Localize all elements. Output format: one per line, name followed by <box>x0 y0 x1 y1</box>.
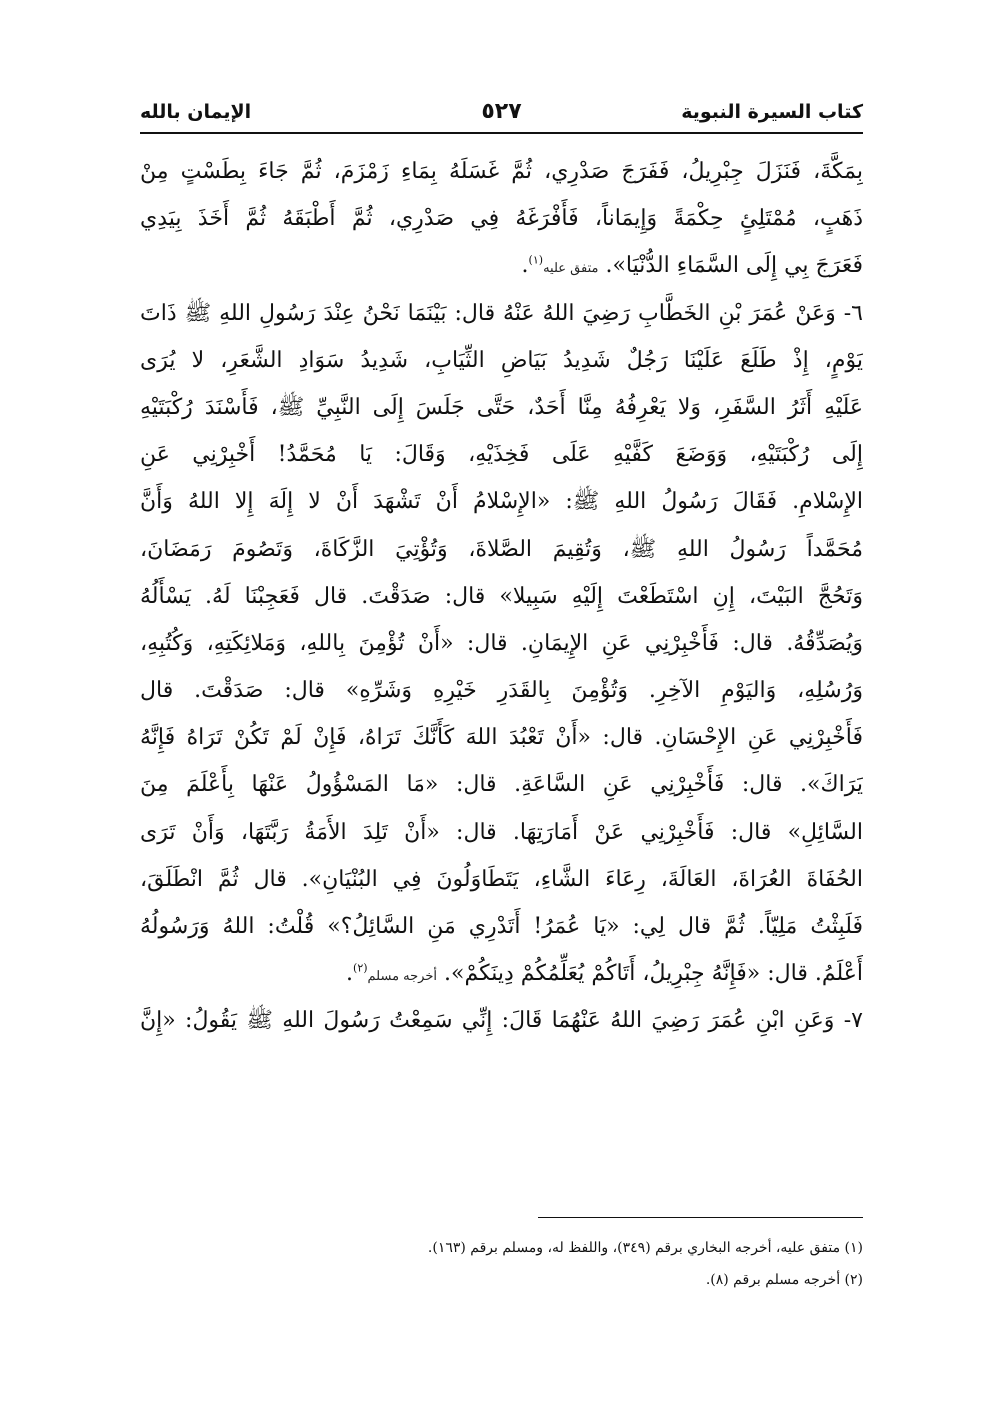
text-line: وَتَحُجَّ البَيْتَ، إِنِ اسْتَطَعْتَ إِلَيْهِ سَبِيلا» قال: صَدَقْتَ. قال فَعَجِبْنَا لَهُ. يَسْأَلُهُ <box>140 583 863 609</box>
text-line <box>140 950 863 997</box>
text-line: الإِسْلامِ. فَقَالَ رَسُولُ اللهِ ﷺ: «الإِسْلامُ أَنْ تَشْهَدَ أَنْ لا إِلَهَ إِلا اللهُ وَأَنَّ <box>140 489 863 515</box>
footnote-separator <box>538 1217 863 1218</box>
text-line: الحُفَاةَ العُرَاةَ، العَالَةَ، رِعَاءَ الشَّاءِ، يَتَطَاوَلُونَ فِي البُنْيَانِ». قال ثُمَّ انْطَلَقَ، <box>140 866 863 892</box>
text-line: ٧- وَعَنِ ابْنِ عُمَرَ رَضِيَ اللهُ عَنْهُمَا قَالَ: إِنِّي سَمِعْتُ رَسُولَ اللهِ ﷺ يَقُولُ: «إِنَّ <box>140 1008 863 1034</box>
text-line: ٦- وَعَنْ عُمَرَ بْنِ الخَطَّابِ رَضِيَ اللهُ عَنْهُ قال: بَيْنَمَا نَحْنُ عِنْدَ رَسُولِ اللهِ ﷺ ذَاتَ <box>140 300 863 326</box>
text-line: وَرُسُلِهِ، وَاليَوْمِ الآخِرِ. وَتُؤْمِنَ بِالقَدَرِ خَيْرِهِ وَشَرِّهِ» قال: صَدَقْتَ. قال <box>140 678 863 704</box>
footnote-marker: (١) <box>528 254 544 268</box>
footnotes <box>140 1232 863 1296</box>
note-period: . <box>521 253 529 279</box>
text-line: يَرَاكَ». قال: فَأَخْبِرْنِي عَنِ السَّاعَةِ. قال: «مَا المَسْؤُولُ عَنْهَا بِأَعْلَمَ مِنَ <box>140 772 863 798</box>
main-text <box>140 148 863 1045</box>
reference-note: أخرجه مسلم <box>367 969 438 985</box>
text-line: وَيُصَدِّقُهُ. قال: فَأَخْبِرْنِي عَنِ الإِيمَانِ. قال: «أَنْ تُؤْمِنَ بِاللهِ، وَمَلائِكَتِهِ، وَكُتُبِهِ، <box>140 630 863 656</box>
text-line: عَلَيْهِ أَثَرُ السَّفَرِ، وَلا يَعْرِفُهُ مِنَّا أَحَدٌ، حَتَّى جَلَسَ إِلَى النَّبِيِّ ﷺ، فَأَسْنَدَ رُكْبَتَيْهِ <box>140 394 863 420</box>
text-line-content: فَعَرَجَ بِي إِلَى السَّمَاءِ الدُّنْيَا». <box>605 253 863 279</box>
text-line: فَأَخْبِرْنِي عَنِ الإِحْسَانِ. قال: «أَنْ تَعْبُدَ اللهَ كَأَنَّكَ تَرَاهُ، فَإِنْ لَمْ تَكُنْ تَرَاهُ فَإِنَّهُ <box>140 725 863 751</box>
footnote-1: (١) متفق عليه، أخرجه البخاري برقم (٣٤٩)، واللفظ له، ومسلم برقم (١٦٣). <box>427 1240 863 1256</box>
page-number: ٥٢٧ <box>481 99 522 124</box>
text-line: السَّائِلِ» قال: فَأَخْبِرْنِي عَنْ أَمَارَتِهَا. قال: «أَنْ تَلِدَ الأَمَةُ رَبَّتَهَا، وَأَنْ تَرَى <box>140 819 863 845</box>
text-line: مُحَمَّداً رَسُولُ اللهِ ﷺ، وَتُقِيمَ الصَّلاةَ، وَتُؤْتِيَ الزَّكَاةَ، وَتَصُومَ رَمَضَانَ، <box>140 536 863 562</box>
footnote-2: (٢) أخرجه مسلم برقم (٨). <box>705 1272 863 1288</box>
footnote-marker: (٢) <box>353 961 368 975</box>
reference-note: متفق عليه <box>543 261 599 277</box>
note-period: . <box>346 961 354 987</box>
section-title: الإيمان بالله <box>140 101 252 123</box>
page-header <box>140 92 863 134</box>
text-line: فَلَبِثْتُ مَلِيّاً. ثُمَّ قال لِي: «يَا عُمَرُ! أَتَدْرِي مَنِ السَّائِلُ؟» قُلْتُ: اللهُ وَرَسُولُهُ <box>140 914 863 939</box>
text-line-content: أَعْلَمُ. قال: «فَإِنَّهُ جِبْرِيلُ، أَتَاكُمْ يُعَلِّمُكُمْ دِينَكُمْ». <box>444 961 863 987</box>
book-title: كتاب السيرة النبوية <box>681 101 863 123</box>
text-line: يَوْمٍ، إِذْ طَلَعَ عَلَيْنَا رَجُلٌ شَدِيدُ بَيَاضِ الثِّيَابِ، شَدِيدُ سَوَادِ الشَّعَرِ، لا يُرَى <box>140 347 863 373</box>
text-line: بِمَكَّةَ، فَنَزَلَ جِبْرِيلُ، فَفَرَجَ صَدْرِي، ثُمَّ غَسَلَهُ بِمَاءِ زَمْزَمَ، ثُمَّ جَاءَ بِطَسْتٍ مِنْ <box>140 159 863 184</box>
text-line: إِلَى رُكْبَتَيْهِ، وَوَضَعَ كَفَّيْهِ عَلَى فَخِذَيْهِ، وَقَالَ: يَا مُحَمَّدُ! أَخْبِرْنِي عَنِ <box>140 442 863 468</box>
text-line: ذَهَبٍ، مُمْتَلِئٍ حِكْمَةً وَإِيمَاناً، فَأَفْرَغَهُ فِي صَدْرِي، ثُمَّ أَطْبَقَهُ ثُمَّ أَخَذَ بِيَدِي <box>140 206 863 232</box>
text-line <box>140 242 863 289</box>
